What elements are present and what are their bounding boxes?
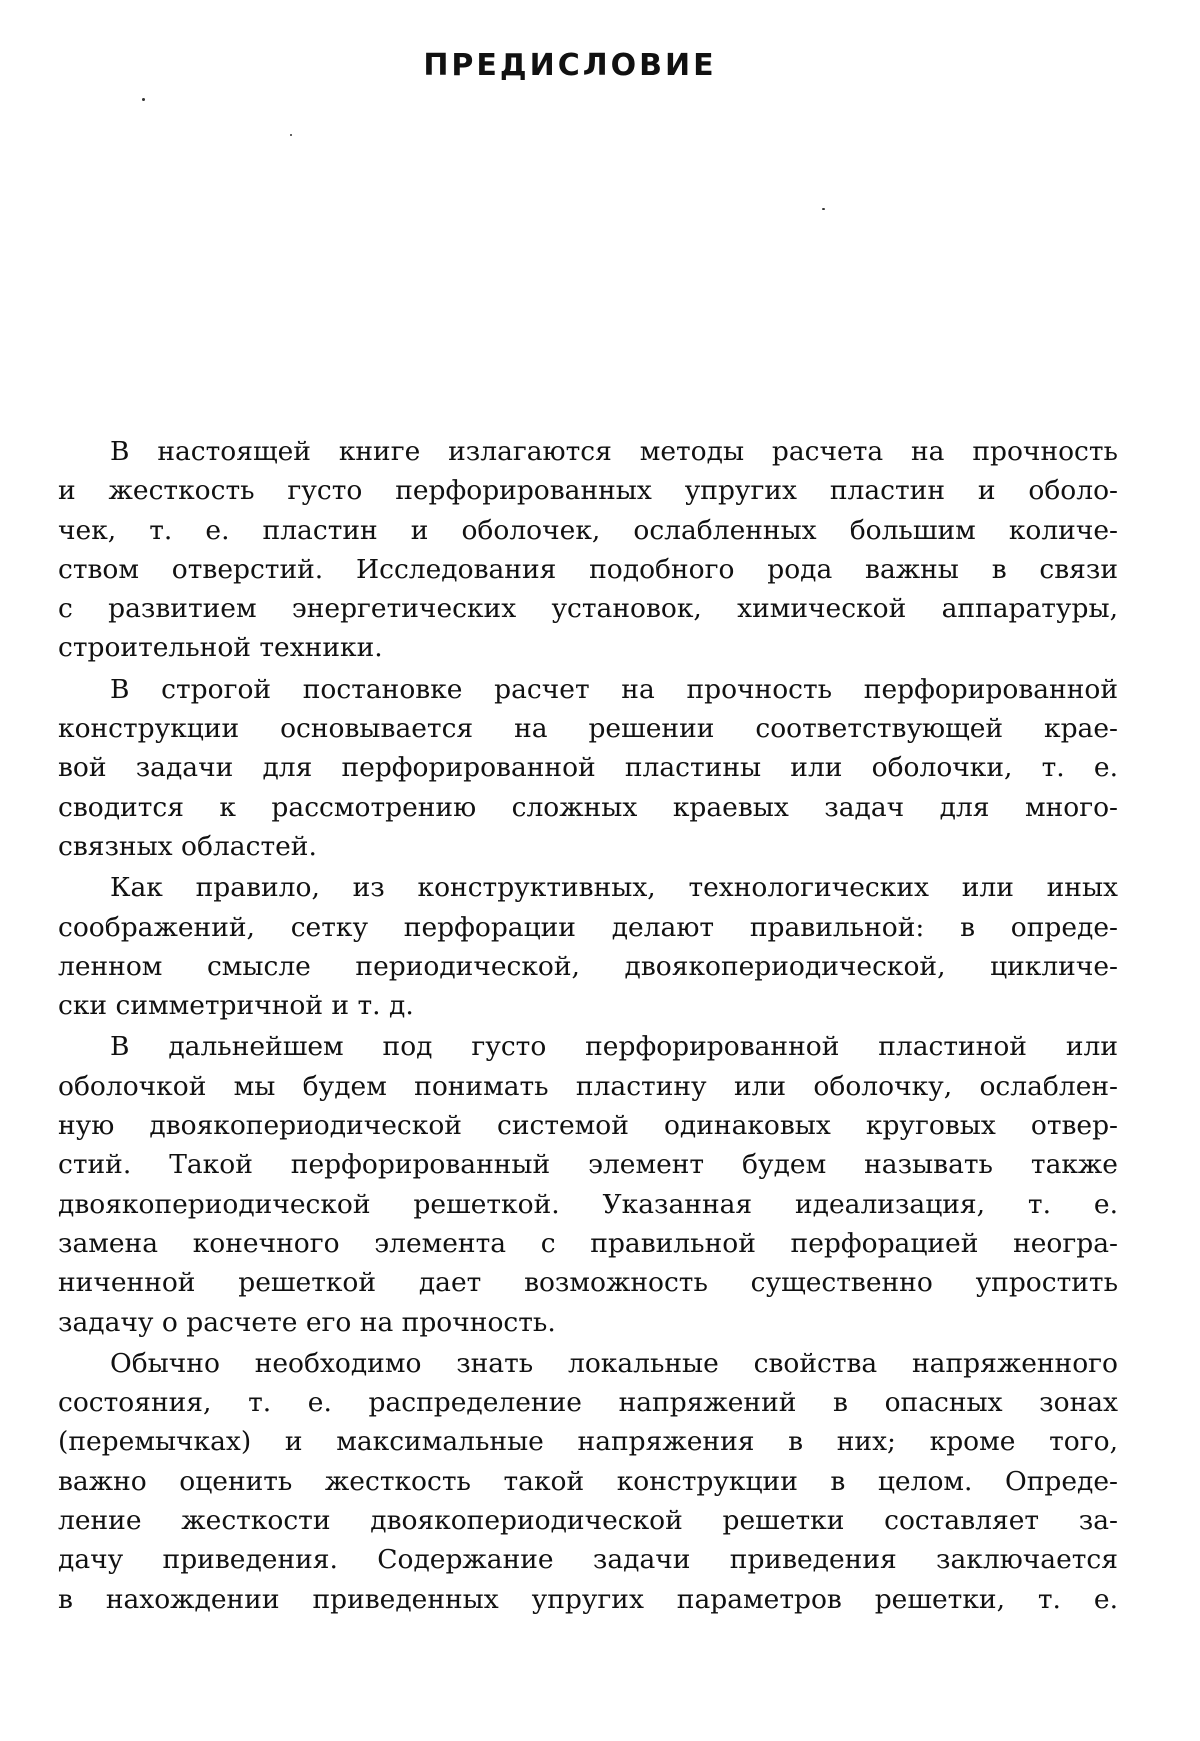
text-line: задачу о расчете его на прочность. [58, 1306, 556, 1338]
text-line: ски симметричной и т. д. [58, 990, 414, 1022]
text-line: и жесткость густо перфорированных упругих пластин и оболо- [58, 475, 1118, 507]
print-speck [142, 98, 145, 101]
text-line: конструкции основывается на решении соответствующей крае- [58, 713, 1118, 745]
print-speck [290, 134, 292, 136]
text-line: оболочкой мы будем понимать пластину или оболочку, ослаблен- [58, 1070, 1118, 1102]
text-line: двоякопериодической решеткой. Указанная идеализация, т. е. [58, 1188, 1118, 1220]
text-line: с развитием энергетических установок, химической аппаратуры, [58, 593, 1118, 625]
text-line: в нахождении приведенных упругих параметров решетки, т. е. [58, 1583, 1118, 1615]
text-line: В строгой постановке расчет на прочность перфорированной [110, 673, 1118, 705]
text-line: строительной техники. [58, 632, 383, 664]
text-line: вой задачи для перфорированной пластины или оболочки, т. е. [58, 752, 1118, 784]
text-line: Как правило, из конструктивных, технологических или иных [110, 872, 1118, 904]
text-line: дачу приведения. Содержание задачи приведения заключается [58, 1544, 1118, 1576]
paragraph [58, 670, 1118, 866]
text-line: ление жесткости двоякопериодической решетки составляет за- [58, 1505, 1118, 1537]
text-line: (перемычках) и максимальные напряжения в них; кроме того, [58, 1426, 1118, 1458]
text-line: ниченной решеткой дает возможность существенно упростить [58, 1267, 1118, 1299]
paragraph [58, 1344, 1118, 1619]
text-line: В дальнейшем под густо перфорированной пластиной или [110, 1031, 1118, 1063]
text-line: стий. Такой перфорированный элемент будем называть также [58, 1149, 1118, 1181]
page-title: ПРЕДИСЛОВИЕ [423, 48, 717, 83]
body-text [58, 432, 1118, 1621]
text-line: Обычно необходимо знать локальные свойства напряженного [110, 1347, 1118, 1379]
text-line: соображений, сетку перфорации делают правильной: в опреде- [58, 911, 1118, 943]
text-line: ную двоякопериодической системой одинаковых круговых отвер- [58, 1110, 1118, 1142]
text-line: состояния, т. е. распределение напряжений в опасных зонах [58, 1387, 1118, 1419]
text-line: чек, т. е. пластин и оболочек, ослабленных большим количе- [58, 514, 1118, 546]
text-line: ством отверстий. Исследования подобного рода важны в связи [58, 553, 1118, 585]
print-speck [822, 208, 825, 210]
paragraph [58, 868, 1118, 1025]
text-line: замена конечного элемента с правильной перфорацией неогра- [58, 1227, 1118, 1259]
text-line: ленном смысле периодической, двоякопериодической, цикличе- [58, 950, 1118, 982]
text-line: связных областей. [58, 830, 317, 862]
paragraph [58, 432, 1118, 668]
text-line: сводится к рассмотрению сложных краевых задач для много- [58, 791, 1118, 823]
text-line: важно оценить жесткость такой конструкции в целом. Опреде- [58, 1465, 1118, 1497]
text-line: В настоящей книге излагаются методы расчета на прочность [110, 436, 1118, 467]
paragraph [58, 1027, 1118, 1341]
